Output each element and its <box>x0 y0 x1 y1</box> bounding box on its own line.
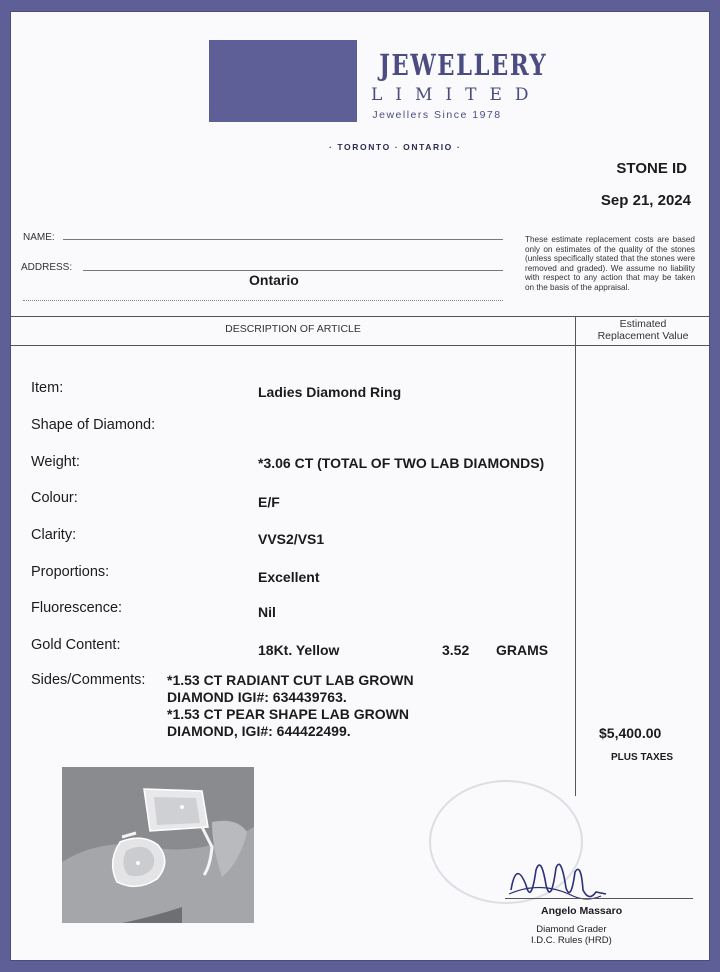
disclaimer: These estimate replacement costs are based only on estimates of the quality of the stones (unless specifically stated that the stones were removed and graded). We assume no liability with respect to any action that may be taken on the basis of the appraisal. <box>525 235 695 292</box>
brand-subname: LIMITED <box>371 85 542 105</box>
estimated-header-line1: Estimated <box>619 318 667 330</box>
ring-photo <box>62 767 254 923</box>
row-value-item: Ladies Diamond Ring <box>258 384 402 400</box>
row-value-fluorescence: Nil <box>258 604 276 620</box>
brand-name: JEWELLERY <box>379 48 548 82</box>
appraisal-document <box>10 11 710 961</box>
row-label-weight: Weight: <box>31 454 80 470</box>
brand-city: · TORONTO · ONTARIO · <box>329 142 462 152</box>
grader-name: Angelo Massaro <box>541 905 623 917</box>
ring-photo-illustration <box>62 767 254 923</box>
address-line-2 <box>23 300 503 301</box>
logo-block <box>209 40 357 122</box>
row-label-proportions: Proportions: <box>31 564 110 580</box>
comment-line: DIAMOND, IGI#: 644422499. <box>167 723 351 739</box>
estimated-value-header <box>577 318 709 342</box>
row-label-fluorescence: Fluorescence: <box>31 600 123 616</box>
brand-logo <box>363 48 548 121</box>
row-label-shape: Shape of Diamond: <box>31 417 156 433</box>
name-line <box>63 239 503 240</box>
comment-line: *1.53 CT PEAR SHAPE LAB GROWN <box>167 706 409 722</box>
stone-id-label: STONE ID <box>616 160 687 177</box>
grader-title: Diamond Grader <box>536 924 607 935</box>
comment-line: *1.53 CT RADIANT CUT LAB GROWN <box>167 672 414 688</box>
grader-title-block <box>531 924 612 946</box>
replacement-value: $5,400.00 <box>599 725 662 741</box>
row-value-colour: E/F <box>258 494 280 510</box>
grader-rules: I.D.C. Rules (HRD) <box>531 935 612 946</box>
table-top-line <box>11 316 710 317</box>
comments-text <box>167 672 414 740</box>
address-label: ADDRESS: <box>21 262 73 273</box>
row-value-clarity: VVS2/VS1 <box>258 531 325 547</box>
comments-label: Sides/Comments: <box>31 672 146 688</box>
brand-tagline: Jewellers Since 1978 <box>372 109 502 121</box>
appraisal-date: Sep 21, 2024 <box>600 192 691 209</box>
row-value-gold: 18Kt. Yellow <box>258 642 340 658</box>
address-line <box>83 270 503 271</box>
gold-unit: GRAMS <box>496 642 549 658</box>
name-label: NAME: <box>23 232 55 243</box>
estimated-header-line2: Replacement Value <box>597 330 689 342</box>
gold-weight: 3.52 <box>442 642 470 658</box>
comment-line: DIAMOND IGI#: 634439763. <box>167 689 347 705</box>
signature-line <box>505 898 693 899</box>
grader-signature <box>501 850 611 910</box>
table-header-line <box>11 345 710 346</box>
row-label-gold: Gold Content: <box>31 637 121 653</box>
table-column-divider <box>575 316 576 796</box>
row-value-proportions: Excellent <box>258 569 320 585</box>
row-label-colour: Colour: <box>31 490 78 506</box>
row-label-clarity: Clarity: <box>31 527 77 543</box>
row-label-item: Item: <box>31 380 64 396</box>
address-value: Ontario <box>249 272 299 288</box>
row-value-weight: *3.06 CT (TOTAL OF TWO LAB DIAMONDS) <box>258 455 545 471</box>
plus-taxes: PLUS TAXES <box>611 752 674 763</box>
description-header: DESCRIPTION OF ARTICLE <box>225 323 361 335</box>
